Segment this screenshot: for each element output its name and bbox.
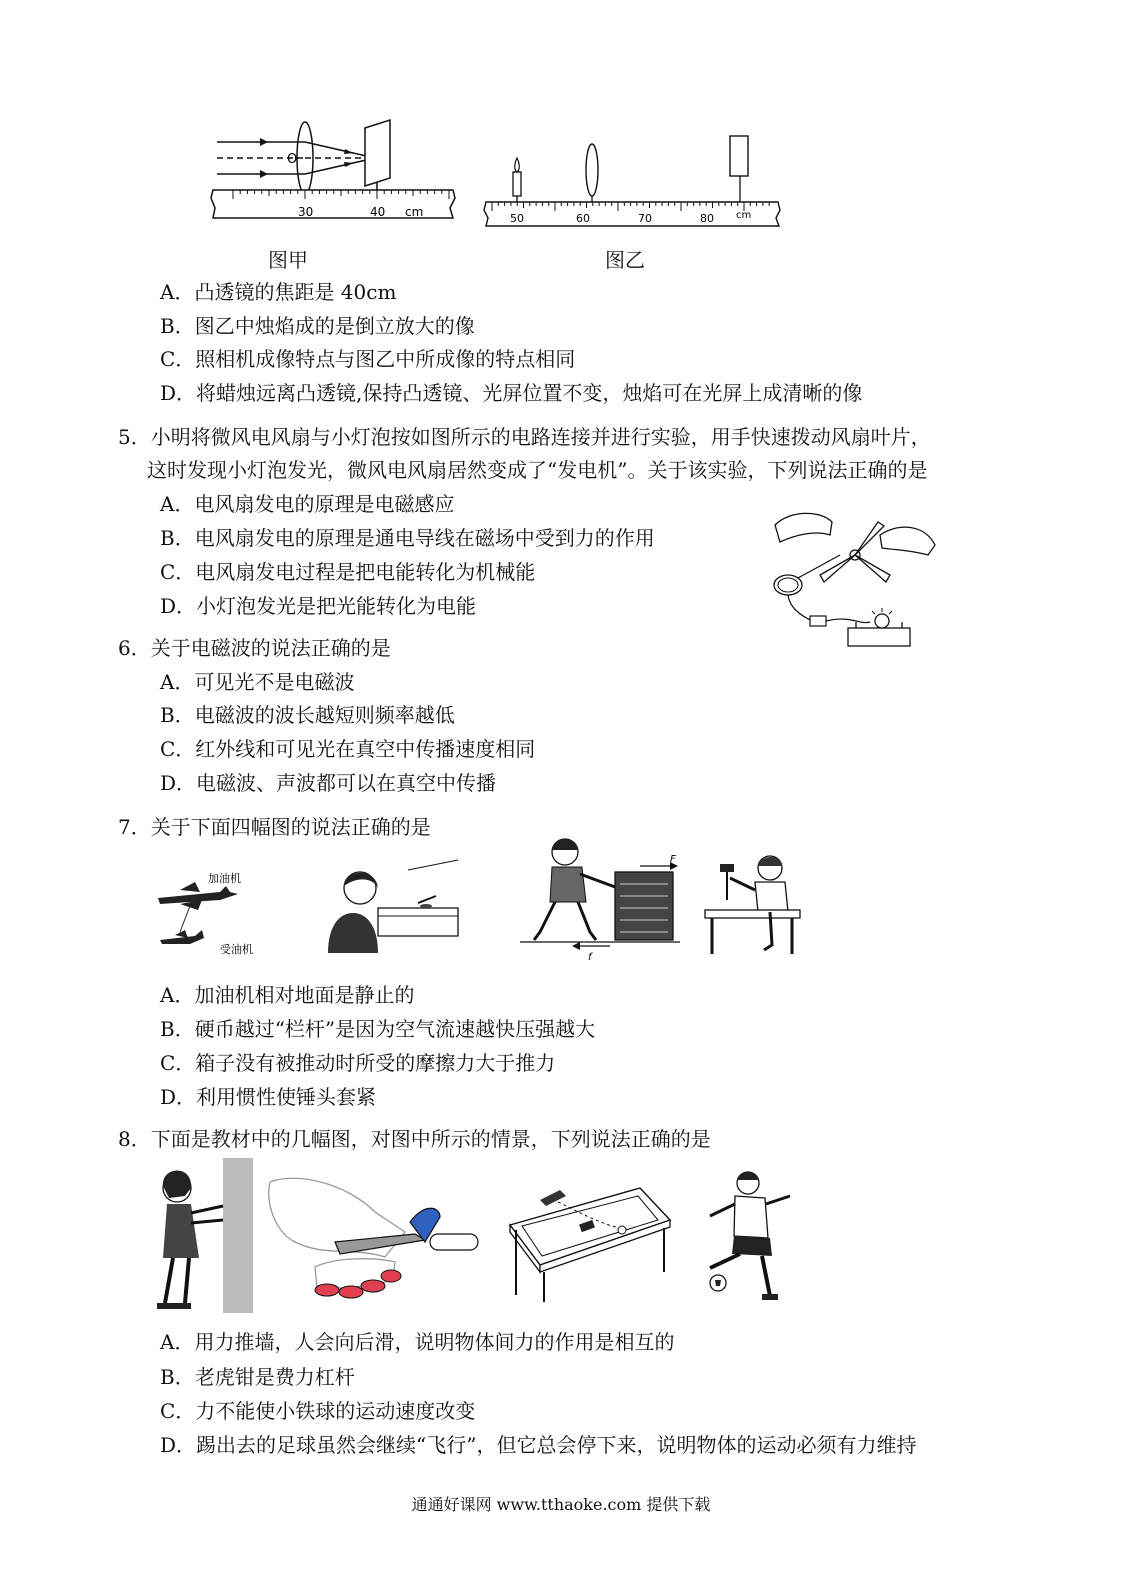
q8-option-a: A．用力推墙，人会向后滑，说明物体间力的作用是相互的 [160,1330,675,1354]
q7-option-c: C．箱子没有被推动时所受的摩擦力大于推力 [160,1051,556,1075]
figure-coin-jump [318,858,468,958]
q7-option-b: B．硬币越过“栏杆”是因为空气流速越快压强越大 [160,1017,596,1041]
page-footer: 通通好课网 www.tthaoke.com 提供下载 [411,1495,711,1514]
figure-yi-optical-bench [478,130,783,230]
ruler-label-cm: cm [736,210,752,221]
q8-option-c: C．力不能使小铁球的运动速度改变 [160,1399,476,1423]
label-force-f: F [670,854,676,865]
figure-pliers [265,1162,480,1307]
label-tanker: 加油机 [208,872,241,885]
figure-jia-convex-lens-focus [205,118,460,228]
figure-kick-football [690,1168,800,1308]
q5-option-b: B．电风扇发电的原理是通电导线在磁场中受到力的作用 [160,526,655,550]
q8-option-d: D．踢出去的足球虽然会继续“飞行”，但它总会停下来，说明物体的运动必须有力维持 [160,1433,917,1457]
q4-option-c: C．照相机成像特点与图乙中所成像的特点相同 [160,347,576,371]
q6-option-a: A．可见光不是电磁波 [160,670,355,694]
label-friction-f: f [588,952,592,962]
q5-stem-line2: 这时发现小灯泡发光，微风电风扇居然变成了“发电机”。关于该实验，下列说法正确的是 [147,458,928,482]
ruler-label-70: 70 [638,212,652,225]
q6-option-b: B．电磁波的波长越短则频率越低 [160,703,455,727]
q4-option-b: B．图乙中烛焰成的是倒立放大的像 [160,314,475,338]
label-receiver: 受油机 [220,943,253,956]
q8-option-b: B．老虎钳是费力杠杆 [160,1365,355,1389]
ruler-label-50: 50 [510,212,524,225]
q6-stem: 6．关于电磁波的说法正确的是 [118,636,391,660]
q8-stem: 8．下面是教材中的几幅图，对图中所示的情景，下列说法正确的是 [118,1127,711,1151]
q4-option-d: D．将蜡烛远离凸透镜,保持凸透镜、光屏位置不变，烛焰可在光屏上成清晰的像 [160,381,863,405]
q5-option-a: A．电风扇发电的原理是电磁感应 [160,492,455,516]
q7-option-a: A．加油机相对地面是静止的 [160,983,415,1007]
q7-stem: 7．关于下面四幅图的说法正确的是 [118,815,431,839]
figure-pushing-box [520,832,680,962]
ruler-label-cm: cm [405,205,424,219]
q6-option-d: D．电磁波、声波都可以在真空中传播 [160,771,497,795]
q5-option-c: C．电风扇发电过程是把电能转化为机械能 [160,560,536,584]
ruler-label-30: 30 [298,205,314,219]
lens-center-label: O [287,152,298,167]
q7-option-d: D．利用惯性使锤头套紧 [160,1085,377,1109]
figure-hammer-inertia [700,850,815,960]
ruler-label-40: 40 [370,205,386,219]
figure-fan-generator [760,500,940,655]
figure-push-wall [155,1158,255,1313]
figure-jia-caption: 图甲 [268,248,308,272]
ruler-label-60: 60 [576,212,590,225]
q6-option-c: C．红外线和可见光在真空中传播速度相同 [160,737,536,761]
figure-magnet-ball-table [500,1180,675,1305]
q4-option-a: A．凸透镜的焦距是 40cm [160,280,397,304]
figure-yi-caption: 图乙 [605,248,645,272]
q5-option-d: D．小灯泡发光是把光能转化为电能 [160,594,477,618]
q5-stem-line1: 5．小明将微风电风扇与小灯泡按如图所示的电路连接并进行实验，用手快速拨动风扇叶片， [118,425,931,449]
figure-refueling-aircraft [150,860,280,960]
ruler-label-80: 80 [700,212,714,225]
